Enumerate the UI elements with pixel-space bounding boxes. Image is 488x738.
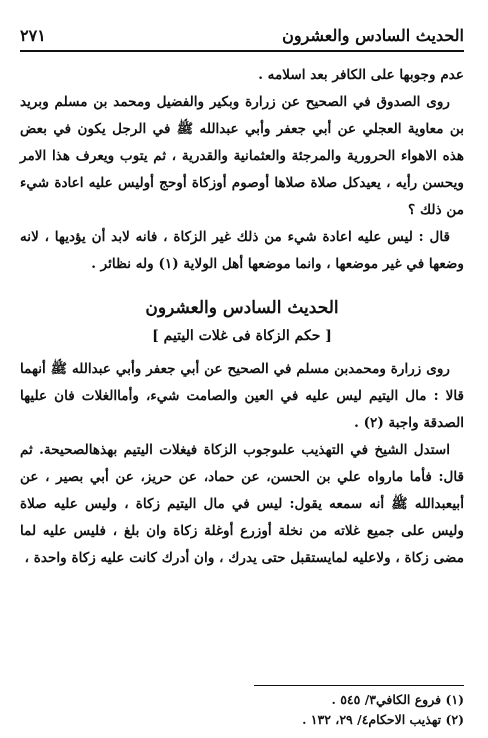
subsection-title: [ حكم الزكاة فى غلات اليتيم ] — [152, 328, 332, 344]
paragraph: عدم وجوبها على الكافر بعد اسلامه . — [258, 67, 464, 83]
footnote-divider — [254, 685, 464, 686]
page-number: ٢٧١ — [20, 26, 46, 45]
paragraph: استدل الشيخ في التهذيب علىوجوب الزكاة فيغلات اليتيم بهذهالصحيحة. ثم قال: فأما مارواه علي بن الحسن، عن حماد، عن حريز، عن أبي بصير ، عن أبيعبدالله ﷺ أنه سمعه يقول: ليس في مال اليتيم زكاة ، وليس عليه صلاة وليس على جميع غلاته من نخلة أوزرع أوغلة زكاة وان بلغ ، فليس عليه لما مضى زكاة ، ولاعليه لمايستقبل حتى يدرك ، وان أدرك كانت عليه زكاة واحدة ، — [20, 442, 464, 566]
page-header — [20, 26, 464, 52]
footnote: (٢) تهذيب الاحكام٤/ ٢٩، ١٣٢ . — [302, 712, 464, 727]
paragraph: قال : ليس عليه اعادة شيء من ذلك غير الزكاة ، فانه لابد أن يؤديها ، لانه وضعها في غير موضعها ، وانما موضعها أهل الولاية (١) وله نظائر . — [20, 229, 464, 272]
paragraph: روى الصدوق في الصحيح عن زرارة وبكير والفضيل ومحمد بن مسلم وبريد بن معاوية العجلي عن أبي جعفر وأبي عبدالله ﷺ في الرجل يكون في بعض هذه الاهواء الحرورية والمرجئة والعثمانية والقدرية ، ثم يتوب ويعرف هذا الامر ويحسن رأيه ، يعيدكل صلاة صلاها أوصوم أوزكاة أوحج أوليس عليه اعادة شيء من ذلك ؟ — [20, 94, 464, 218]
section-title: الحديث السادس والعشرون — [145, 298, 339, 318]
footnotes — [20, 685, 464, 730]
main-text — [20, 62, 464, 572]
running-title: الحديث السادس والعشرون — [282, 26, 464, 45]
paragraph: روى زرارة ومحمدبن مسلم في الصحيح عن أبي جعفر وأبي عبدالله ﷺ أنهما قالا : مال اليتيم ليس عليه في العين والصامت شيء، وأماالغلات فان عليها الصدقة واجبة (٢) . — [20, 361, 464, 431]
footnote: (١) فروع الكافي٣/ ٥٤٥ . — [331, 692, 464, 707]
